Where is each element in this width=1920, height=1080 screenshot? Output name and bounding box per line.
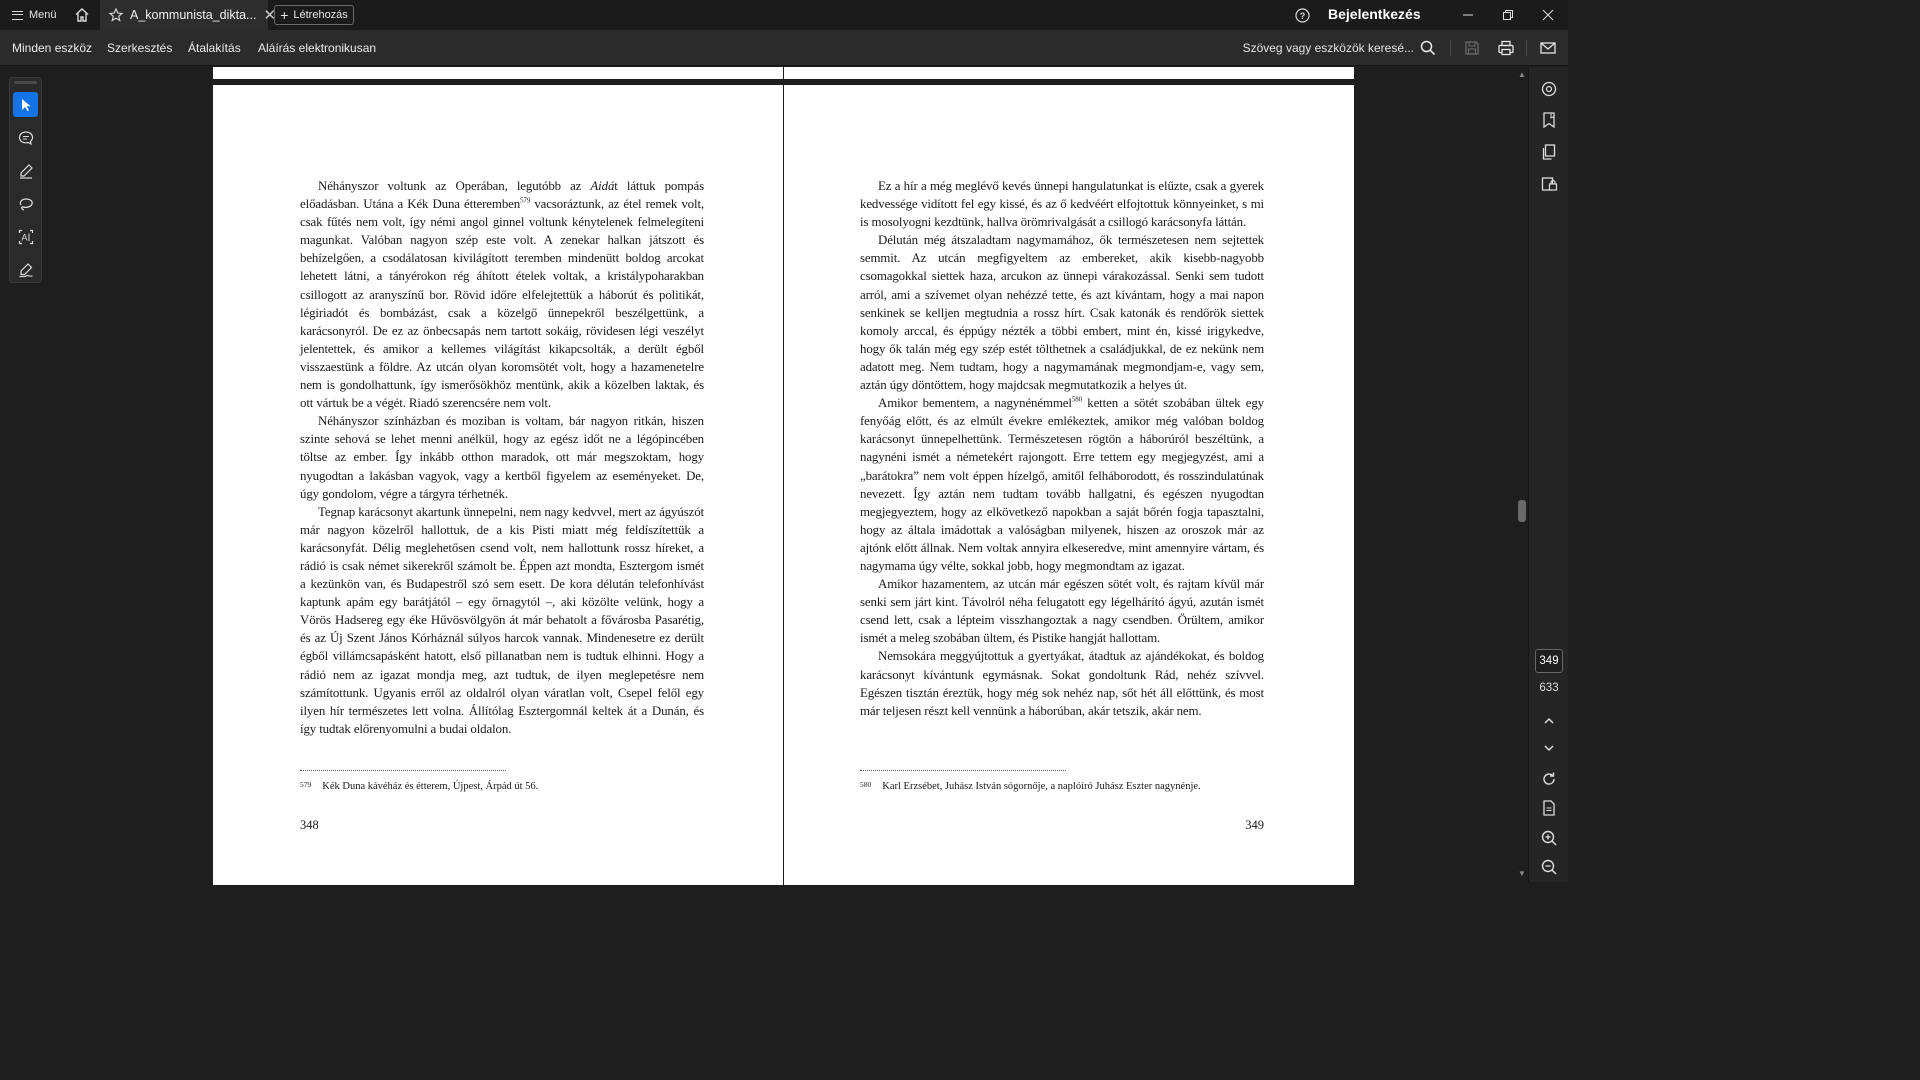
- footnote-text: Kék Duna kávéház és étterem, Újpest, Árpád út 56.: [322, 781, 539, 792]
- scrollbar-thumb[interactable]: [1518, 500, 1526, 522]
- footnote-number: 579: [300, 780, 312, 789]
- footnote-text: Karl Erzsébet, Juhász István sógornője, a naplóíró Juhász Eszter nagynénje.: [882, 781, 1201, 792]
- vertical-scrollbar[interactable]: [1516, 67, 1528, 882]
- search-icon[interactable]: [1419, 39, 1437, 57]
- print-icon[interactable]: [1497, 39, 1515, 57]
- search-tools-field[interactable]: Szöveg vagy eszközök keresé...: [1242, 41, 1414, 55]
- previous-page-edge: [784, 67, 1354, 79]
- select-tool-button[interactable]: [13, 92, 38, 117]
- toolbar-divider: [1526, 40, 1527, 56]
- document-canvas[interactable]: [50, 67, 1528, 882]
- all-tools-menu[interactable]: Minden eszköz: [12, 41, 93, 55]
- paragraph: Nemsokára meggyújtottuk a gyertyákat, átadtuk az ajándékokat, és boldog karácsonyt kívántunk egymásnak. Sokat gondoltunk Rád, nehéz szívvel. Egészen tisztán éreztük, hogy még sok nehéz nap, sőt hét áll előttünk, és most már teljesen részt kell vennünk a háborúban, akár tetszik, akár nem.: [860, 649, 1264, 718]
- main-toolbar: [0, 30, 1568, 66]
- menu-label: Menü: [29, 9, 57, 21]
- edit-menu[interactable]: Szerkesztés: [107, 41, 173, 55]
- fit-page-icon[interactable]: [1540, 799, 1558, 817]
- footnote-number: 580: [860, 780, 872, 789]
- star-icon[interactable]: [109, 8, 123, 22]
- text-select-tool-icon: [18, 229, 34, 245]
- zoom-in-icon[interactable]: [1540, 829, 1558, 847]
- title-bar: [0, 0, 1568, 30]
- create-label: Létrehozás: [293, 9, 348, 21]
- paragraph: Amikor hazamentem, az utcán már egészen sötét volt, és rajtam kívül már senki sem járt kint. Távolról néha felugatott egy légelhárító ágyú, azután ismét csend lett, csak a lépteim visszhangoztak a nagy csendben. Örültem, amikor ismét a meleg szobában ültem, és Pistike hangját hallottam.: [860, 577, 1264, 646]
- highlight-tool-button[interactable]: [13, 158, 38, 183]
- panel-grip[interactable]: [14, 81, 37, 84]
- footnote: [860, 778, 1280, 794]
- toolbar-divider: [1450, 40, 1451, 56]
- next-page-icon[interactable]: [1540, 739, 1558, 757]
- footnote: [300, 778, 720, 794]
- scroll-down-arrow-icon[interactable]: ▼: [1518, 869, 1526, 878]
- close-tab-icon[interactable]: ✕: [263, 7, 277, 24]
- comments-panel-icon[interactable]: [1540, 80, 1558, 98]
- create-button[interactable]: [274, 5, 354, 25]
- restore-icon: [1502, 9, 1514, 21]
- bookmarks-icon[interactable]: [1540, 111, 1558, 129]
- close-window-button[interactable]: [1528, 0, 1568, 30]
- current-page-input[interactable]: 349: [1535, 649, 1563, 673]
- paragraph: Néhányszor színházban és moziban is voltam, bár nagyon ritkán, hiszen szinte sehová se lehet menni anélkül, hogy az egész időt ne a légópincében töltse az ember. Így inkább otthon maradok, ott már megszoktam, hogy nyugodtan a lakásban vagyok, vagy a kertből figyelem az eseményeket. De, úgy gondolom, végre a tárgyra térhetnék.: [300, 414, 704, 501]
- zoom-out-icon[interactable]: [1540, 858, 1558, 876]
- tab-title: A_kommunista_dikta...: [130, 8, 257, 22]
- highlight-tool-icon: [18, 163, 34, 179]
- rotate-icon[interactable]: [1540, 770, 1558, 788]
- previous-page-edge: [213, 67, 783, 79]
- security-icon[interactable]: [1540, 175, 1558, 193]
- paragraph: Ez a hír a még meglévő kevés ünnepi hangulatunkat is elűzte, csak a gyerek kedvessége vidított fel egy kissé, és az ő kedvéért elfojtottuk könnyeinket, s mi is mosolyogni kezdtünk, hallva örömrivalgását a csillogó karácsonyfa láttán.: [860, 179, 1264, 230]
- menu-button[interactable]: [8, 4, 61, 26]
- page-body-text: [860, 177, 1264, 720]
- minimize-button[interactable]: [1448, 0, 1488, 30]
- help-icon[interactable]: [1295, 8, 1310, 23]
- mail-icon[interactable]: [1539, 39, 1557, 57]
- page-number: 348: [300, 818, 319, 832]
- svg-text:A: A: [20, 232, 28, 242]
- quick-tools-panel: [9, 77, 42, 283]
- sign-tool-icon: [18, 262, 34, 278]
- scroll-up-arrow-icon[interactable]: ▲: [1518, 70, 1526, 79]
- comment-tool-icon: [18, 130, 34, 146]
- hamburger-icon: [12, 11, 23, 20]
- convert-menu[interactable]: Átalakítás: [188, 41, 241, 55]
- plus-icon: +: [280, 7, 289, 23]
- page-thumbnails-icon[interactable]: [1540, 143, 1558, 161]
- total-pages: 633: [1539, 682, 1559, 694]
- restore-button[interactable]: [1488, 0, 1528, 30]
- home-button[interactable]: [70, 3, 94, 27]
- pdf-page-left: [213, 85, 783, 885]
- page-body-text: [300, 177, 704, 738]
- pdf-page-right: [784, 85, 1354, 885]
- footnote-divider: [860, 770, 1066, 771]
- right-side-panel: [1528, 67, 1568, 882]
- text-select-tool-button[interactable]: [13, 224, 38, 249]
- minimize-icon: [1462, 9, 1474, 21]
- svg-text:?: ?: [1299, 11, 1306, 21]
- comment-tool-button[interactable]: [13, 125, 38, 150]
- draw-tool-icon: [18, 196, 34, 212]
- footnote-divider: [300, 770, 506, 771]
- previous-page-icon[interactable]: [1540, 712, 1558, 730]
- document-tab[interactable]: [100, 0, 277, 30]
- paragraph: Néhányszor voltunk az Operában, legutóbb az Aidát láttuk pompás előadásban. Utána a Kék Duna étteremben$^{579}$ vacsoráztunk, az étel remek volt, csak fűtés nem volt, így némi angol ginnel voltunk kénytelenek felmelegíteni magunkat. Valóban nagyon szép este volt. A zenekar halkan játszott és behízelgően, a csodálatosan kivilágított teremben mindenütt boldog arcokat lehetett látni, a tányérokon rég áhított ételek voltak, a kristálypoharakban csillogott az aranyszínű bor. Rövid időre elfelejtettük a háborút és politikát, légiriadót és bombázást, csak a közelgő ünnepekről beszélgettünk, a karácsonyról. De ez az önbecsapás nem tartott sokáig, rövidesen légi veszélyt jelentettek, és amikor a kellemes világítást kikapcsolták, a derült égből visszaestünk a földre. Az utcán olyan koromsötét volt, hogy a hazamenetelre nem is gondolhattunk, így ismerősökhöz mentünk, akik a közelben laktak, és ott vártuk be a végét. Riadó szerencsére nem volt.: [300, 179, 705, 411]
- sign-in-button[interactable]: Bejelentkezés: [1328, 6, 1421, 22]
- paragraph: Tegnap karácsonyt akartunk ünnepelni, nem nagy kedvvel, mert az ágyúszót már nagyon közelről hallottuk, de a kis Pisti miatt még feldíszítettük a karácsonyfát. Délig meglehetősen csend volt, nem hallottunk rossz híreket, a rádió is csak német sikerekről számolt be. Éppen azt mondta, Esztergom ismét a kezünkön van, és Budapestről szó sem esett. De kora délután telefonhívást kaptunk apám egy barátjától – egy őrnagytól –, aki közölte velünk, hogy a Vörös Hadsereg egy éke Hűvösvölgyön át már behatolt a fővárosba Pasarétig, és az Új Szent János Kórháznál súlyos harcok vannak. Mindenesetre ez derült égből villámcsapásként hatott, első pillanatban nem is tudtuk elhinni. Hogy a rádió nem az igazat mondja meg, azt tudtuk, de ilyen meglepetésre nem számítottunk. Ugyanis erről az oldalról olyan váratlan volt, Csepel felől egy ilyen hír természetes lett volna. Állítólag Esztergomnál keltek át a Dunán, és így tudtak előrenyomulni a budai oldalon.: [300, 504, 704, 736]
- paragraph: Amikor bementem, a nagynénémmel$^{580}$ ketten a sötét szobában ültek egy fenyőág előtt, és az elmúlt évekre emlékeztek, amikor még valóban boldog karácsonyt ünnepelhettünk. Természetesen rögtön a háborúról beszéltünk, a nagynéni ismét a németekért rajongott. Erre tettem egy megjegyzést, ami a „barátokra” nem volt éppen hízelgő, amitől felháborodott, és rosszindulatúnak nevezett. Így aztán nem tudtam tovább hallgatni, és egészen nyugodtan megjegyeztem, hogy az elkövetkező napokban a saját bőrén fogja tapasztalni, hogy az általa imádottak a valóságban milyenek, hiszen az oroszok már az ajtónk előtt állnak. Nem voltak annyira elkeseredve, mint amennyire vártam, és nagymama úgy vélte, sokkal jobb, hogy megmondtam az igazat.: [860, 395, 1265, 573]
- select-tool-icon: [19, 98, 33, 112]
- e-sign-menu[interactable]: Aláírás elektronikusan: [258, 41, 377, 55]
- close-icon: [1542, 9, 1554, 21]
- sign-tool-button[interactable]: [13, 257, 38, 282]
- home-icon: [74, 7, 90, 23]
- page-number: 349: [1245, 818, 1264, 832]
- draw-tool-button[interactable]: [13, 191, 38, 216]
- paragraph: Délután még átszaladtam nagymamához, ők természetesen nem sejtettek semmit. Az utcán megfigyeltem az embereket, akik kisebb-nagyobb csomagokkal siettek haza, arcukon az ünnepi várakozással. Senki sem tudott arról, ami a szívemet olyan nehézzé tette, és azt kívántam, hogy a mai napon senkinek se kelljen megtudnia a rossz hírt. Csak katonák és rendőrök siettek komoly arccal, és éppúgy nézték a többi embert, mint én, kissé irigykedve, hogy ők talán még egy szép estét tölthetnek a családjukkal, de ez nekünk nem adatott meg. Nem tudtam, hogy a nagymamának megmondjam-e, vagy sem, aztán úgy döntöttem, hogy majdcsak megmutatkozik a helyes út.: [860, 233, 1264, 393]
- save-icon[interactable]: [1463, 39, 1481, 57]
